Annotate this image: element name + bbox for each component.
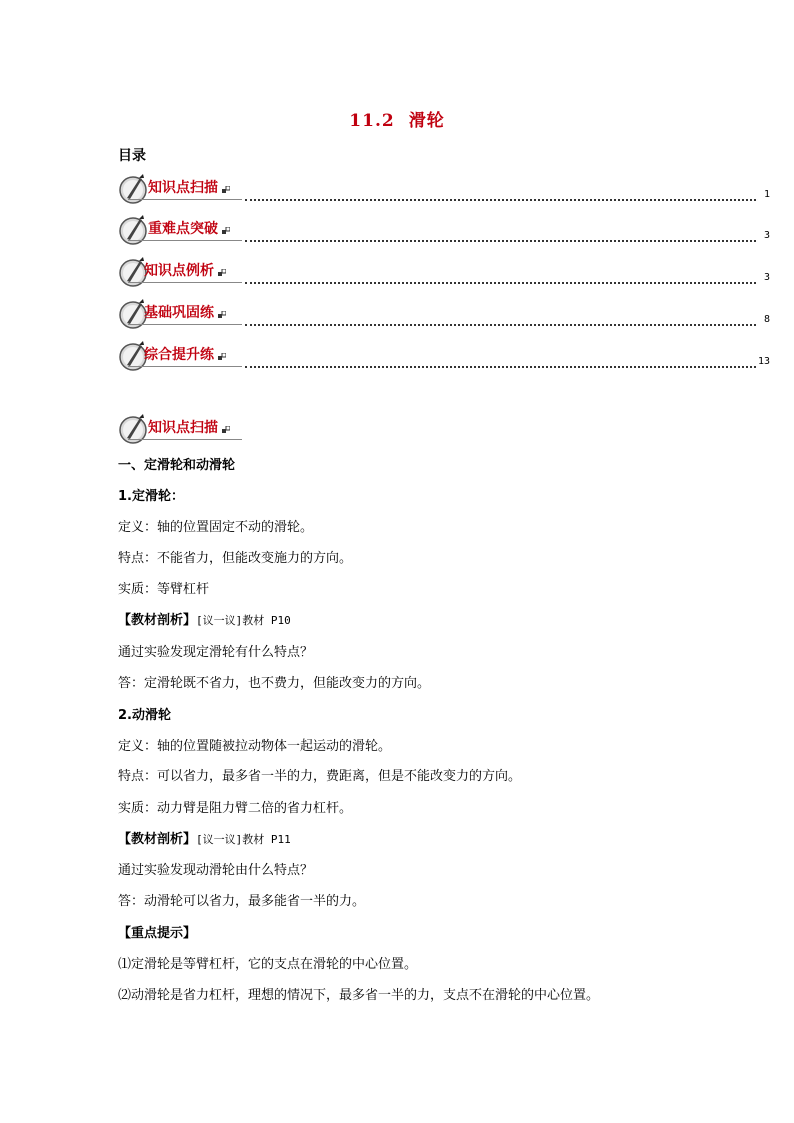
toc-page-number: 3: [763, 272, 770, 283]
toc-dot-leader: [245, 316, 756, 326]
toc-item-basic-practice[interactable]: [118, 297, 770, 335]
toc-item-label: 知识点扫描: [148, 180, 218, 196]
movable-question: 通过实验发现动滑轮由什么特点？: [118, 863, 314, 878]
movable-definition: 定义：轴的位置随被拉动物体一起运动的滑轮。: [118, 739, 392, 754]
badge-icon: [118, 339, 242, 373]
page-title: [0, 106, 794, 131]
badge-icon: [118, 297, 242, 331]
analysis-reference: [议一议]教材 P11: [196, 833, 291, 846]
section-badge-label: 知识点扫描: [148, 420, 218, 436]
analysis-tag: 【教材剖析】: [118, 613, 197, 628]
toc-heading: 目录: [118, 148, 146, 164]
analysis-tag: 【教材剖析】: [118, 832, 197, 847]
toc-item-label: 知识点例析: [144, 263, 214, 279]
movable-essence: 实质：动力臂是阻力臂二倍的省力杠杆。: [118, 801, 353, 816]
fixed-question: 通过实验发现定滑轮有什么特点？: [118, 645, 314, 660]
movable-pulley-heading: 2.动滑轮: [118, 708, 171, 723]
toc-item-knowledge-scan[interactable]: [118, 172, 770, 210]
movable-answer: 答：动滑轮可以省力，最多能省一半的力。: [118, 894, 366, 909]
toc-item-label: 基础巩固练: [144, 305, 214, 321]
toc-dot-leader: [245, 232, 756, 242]
key-tip-heading: 【重点提示】: [118, 926, 197, 941]
fixed-definition: 定义：轴的位置固定不动的滑轮。: [118, 520, 314, 535]
movable-analysis: [118, 831, 291, 849]
toc-item-key-difficulty[interactable]: [118, 213, 770, 251]
badge-icon: [118, 255, 242, 289]
toc-item-label: 综合提升练: [144, 347, 214, 363]
toc-dot-leader: [245, 358, 756, 368]
fixed-essence: 实质：等臂杠杆: [118, 582, 210, 597]
section-heading: 一、定滑轮和动滑轮: [118, 458, 236, 473]
title-text: 滑轮: [408, 111, 445, 131]
toc-item-advanced-practice[interactable]: [118, 339, 770, 377]
toc-page-number: 13: [757, 356, 770, 367]
fixed-pulley-heading: 1.定滑轮：: [118, 489, 184, 504]
key-tip-item-1: ⑴定滑轮是等臂杠杆，它的支点在滑轮的中心位置。: [118, 957, 418, 972]
toc-page-number: 8: [763, 314, 770, 325]
fixed-answer: 答：定滑轮既不省力，也不费力，但能改变力的方向。: [118, 676, 431, 691]
fixed-feature: 特点：不能省力，但能改变施力的方向。: [118, 551, 353, 566]
movable-feature: 特点：可以省力，最多省一半的力，费距离，但是不能改变力的方向。: [118, 769, 522, 784]
badge-icon: [118, 213, 242, 247]
toc-dot-leader: [245, 274, 756, 284]
title-number: 11.2: [349, 111, 395, 131]
analysis-reference: [议一议]教材 P10: [196, 614, 291, 627]
toc-page-number: 1: [763, 189, 770, 200]
section-badge: [118, 412, 248, 450]
badge-icon: [118, 172, 242, 206]
fixed-analysis: [118, 612, 291, 630]
toc-item-examples[interactable]: [118, 255, 770, 293]
key-tip-item-2: ⑵动滑轮是省力杠杆，理想的情况下，最多省一半的力，支点不在滑轮的中心位置。: [118, 988, 600, 1003]
toc-item-label: 重难点突破: [148, 221, 218, 237]
badge-icon: [118, 412, 242, 446]
toc-dot-leader: [245, 191, 756, 201]
toc-page-number: 3: [763, 230, 770, 241]
